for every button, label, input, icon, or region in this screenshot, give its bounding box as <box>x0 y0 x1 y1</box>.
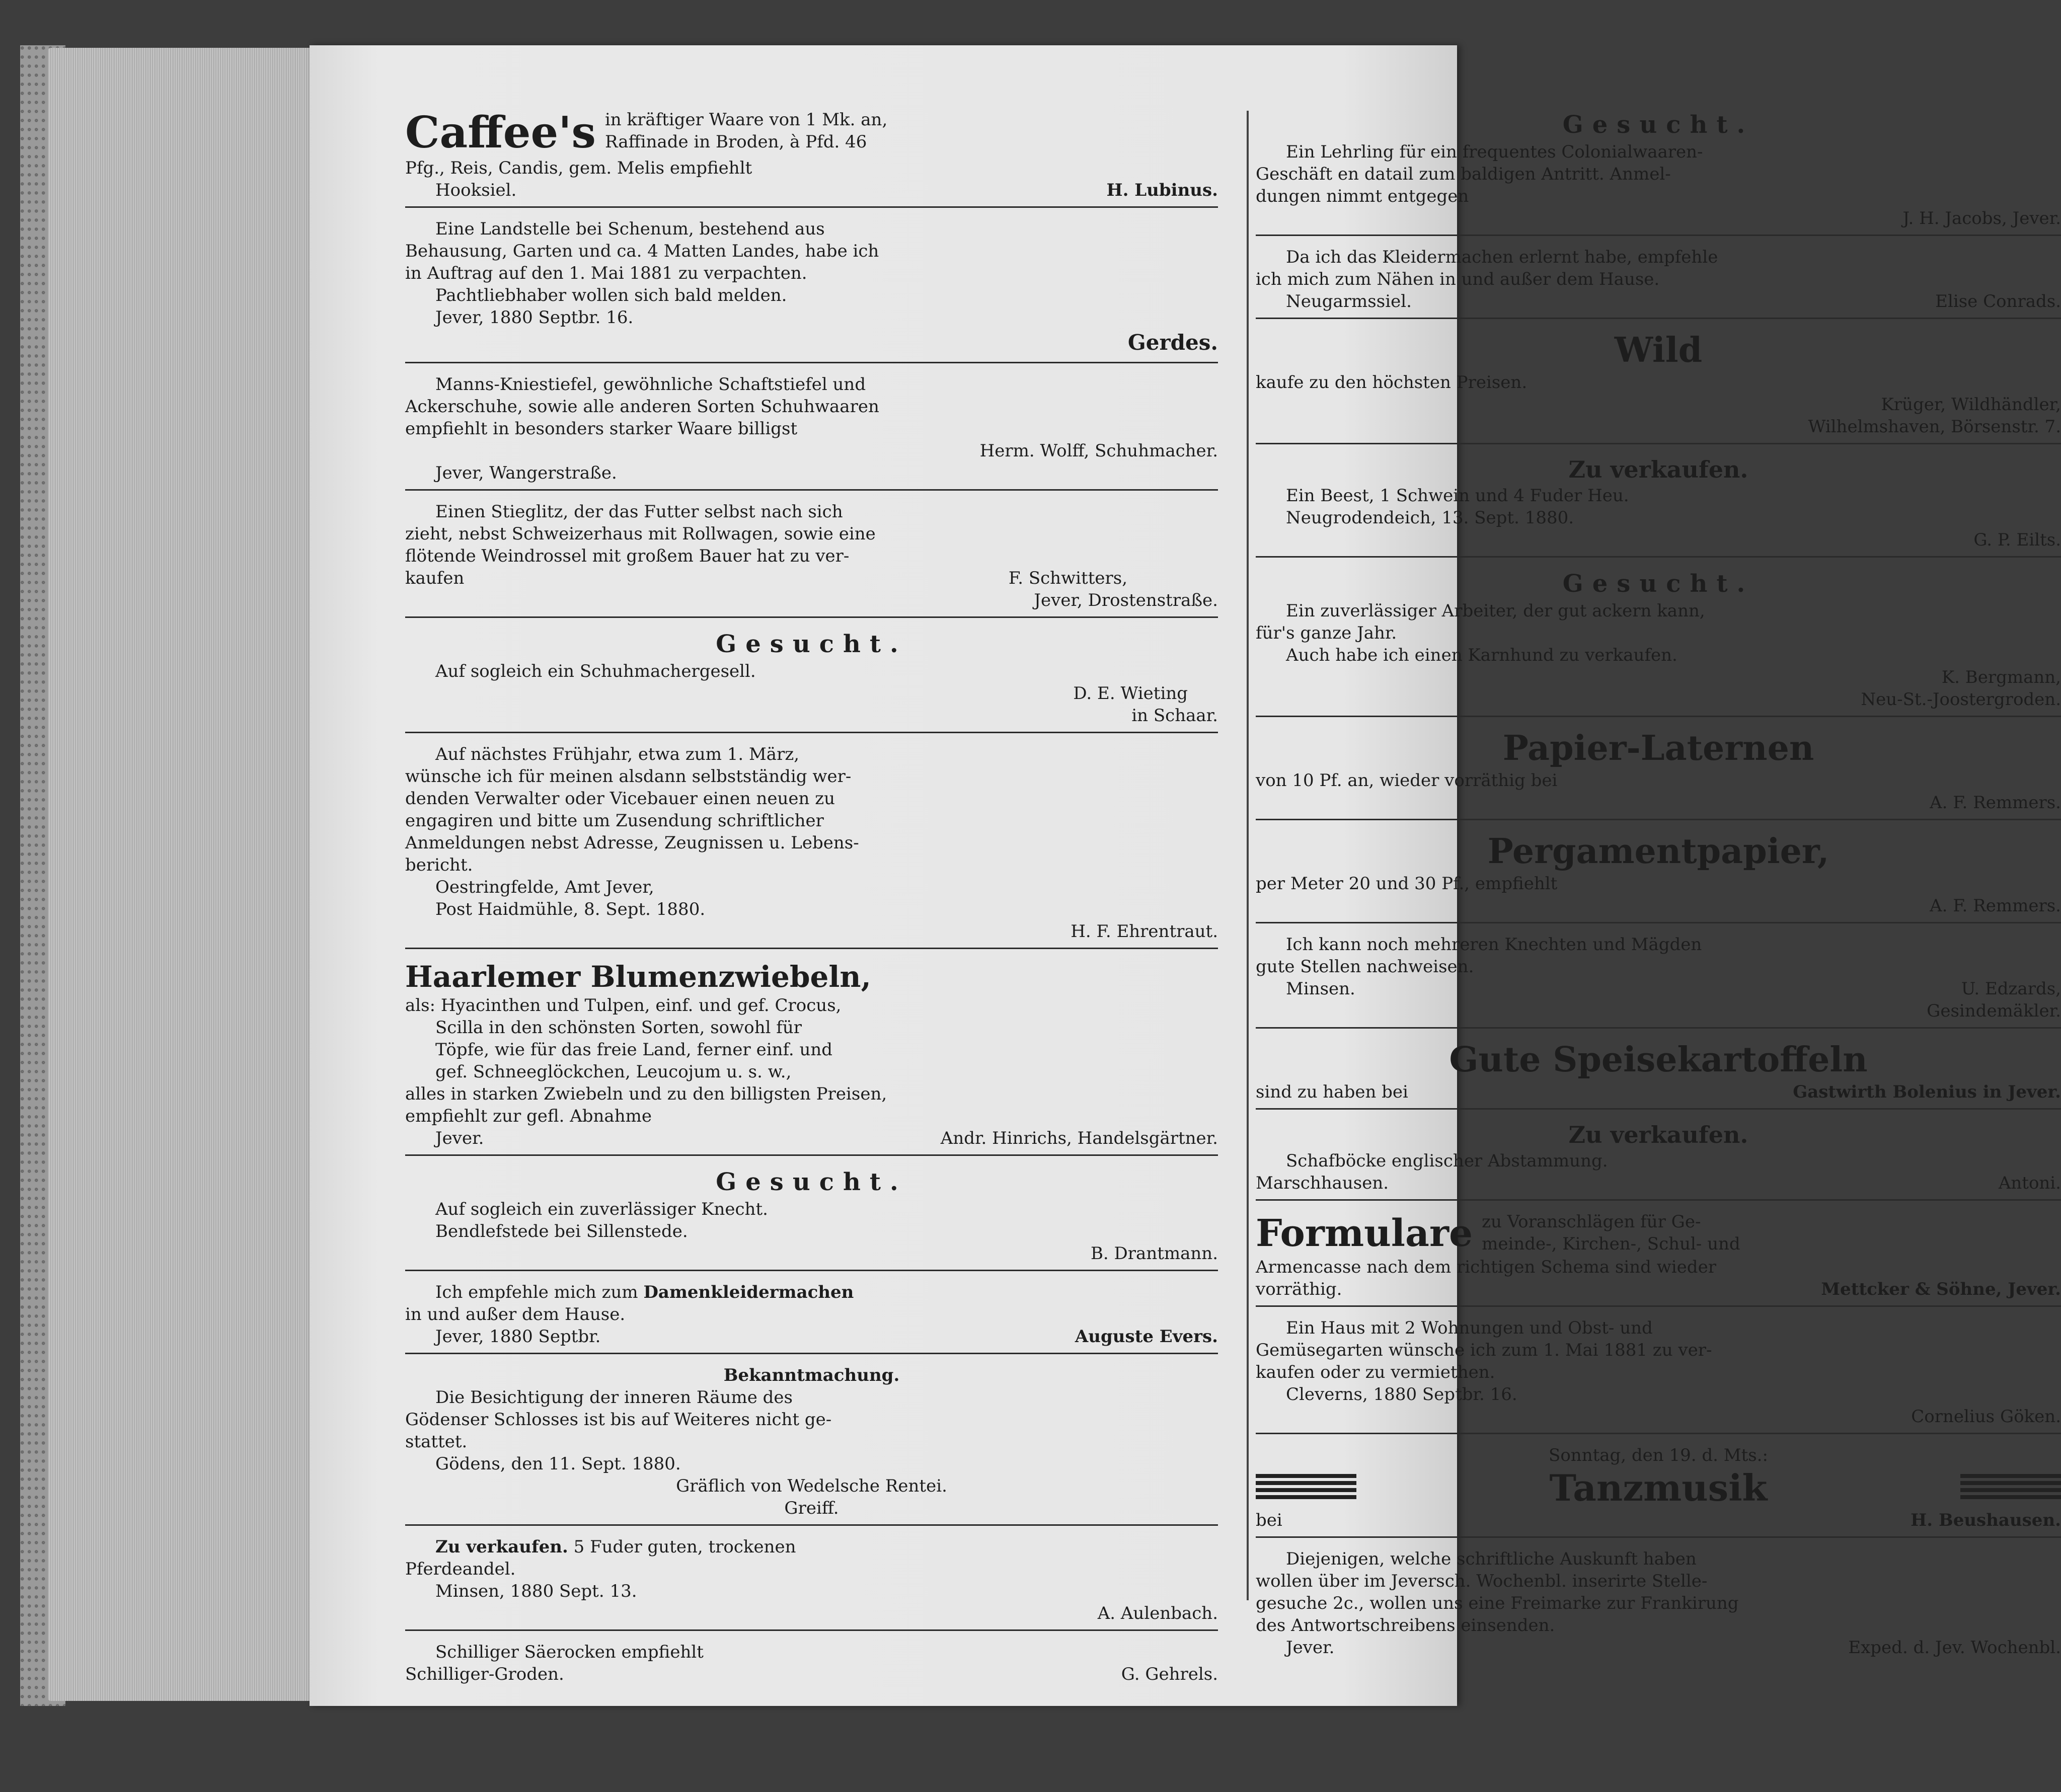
ad-text: kaufen oder zu vermiethen. <box>1256 1362 1495 1382</box>
ad-signature: Greiff. <box>784 1498 839 1518</box>
ad-date: Neugrodendeich, 13. Sept. 1880. <box>1286 508 1574 528</box>
ad-caffees <box>405 106 1218 208</box>
ad-text: Töpfe, wie für das freie Land, ferner einf. und <box>435 1040 833 1060</box>
ad-text: von 10 Pf. an, wieder vorräthig bei <box>1256 770 1558 791</box>
ad-text: als: Hyacinthen und Tulpen, einf. und gef. Crocus, <box>405 995 842 1016</box>
page-edges <box>48 48 310 1701</box>
ad-knechte <box>1256 930 2061 1029</box>
ad-heading: Zu verkaufen. <box>1568 1121 1748 1148</box>
ad-text: wollen über im Jeversch. Wochenbl. inserirte Stelle- <box>1256 1571 1708 1591</box>
ad-signature: U. Edzards, <box>1961 979 2061 999</box>
ad-signature: Gesindemäkler. <box>1927 1001 2061 1021</box>
ad-schuhe <box>405 370 1218 491</box>
ad-signature: Herm. Wolff, Schuhmacher. <box>979 441 1218 461</box>
ad-text: Da ich das Kleidermachen erlernt habe, empfehle <box>1286 247 1718 267</box>
ad-text: per Meter 20 und 30 Pf., empfiehlt <box>1256 874 1558 894</box>
ad-text: zu Voranschlägen für Ge- <box>1482 1212 1701 1232</box>
ad-text: Auf sogleich ein Schuhmachergesell. <box>435 661 756 681</box>
ad-signature: B. Drantmann. <box>1090 1243 1218 1264</box>
ad-text: engagiren und bitte um Zusendung schriftlicher <box>405 811 824 831</box>
ad-text: Ein Haus mit 2 Wohnungen und Obst- und <box>1286 1318 1653 1338</box>
ad-text: gef. Schneeglöckchen, Leucojum u. s. w., <box>435 1062 792 1082</box>
ad-haarlemer <box>405 956 1218 1156</box>
ad-text: Ich kann noch mehreren Knechten und Mägden <box>1286 934 1702 955</box>
ad-schilliger <box>405 1638 1218 1690</box>
ad-damenkleider <box>405 1278 1218 1354</box>
ad-place: Wilhelmshaven, Börsenstr. 7. <box>1808 417 2061 437</box>
ad-verwalter <box>405 740 1218 949</box>
ad-heading: Tanzmusik <box>1549 1466 1768 1509</box>
ad-haus <box>1256 1314 2061 1434</box>
ad-text: Ackerschuhe, sowie alle anderen Sorten Schuhwaaren <box>405 397 879 417</box>
ad-signature: H. F. Ehrentraut. <box>1071 921 1218 942</box>
ad-text: Ein Beest, 1 Schwein und 4 Fuder Heu. <box>1286 486 1629 506</box>
ad-text: Einen Stieglitz, der das Futter selbst nach sich <box>435 502 843 522</box>
ad-place: in Schaar. <box>1131 706 1218 726</box>
ad-text: Ein zuverlässiger Arbeiter, der gut ackern kann, <box>1286 601 1705 621</box>
ad-signature: Gerdes. <box>1127 330 1218 355</box>
ad-text: Bendlefstede bei Sillenstede. <box>435 1221 688 1241</box>
ad-text: kaufe zu den höchsten Preisen. <box>1256 372 1528 393</box>
ad-text: Die Besichtigung der inneren Räume des <box>435 1387 793 1408</box>
ad-kleidermachen <box>1256 243 2061 319</box>
ad-heading: Caffee's <box>405 107 596 158</box>
ad-text: Diejenigen, welche schriftliche Auskunft haben <box>1286 1549 1697 1569</box>
column-divider <box>1247 111 1249 1600</box>
ad-heading: Formulare <box>1256 1212 1473 1255</box>
ad-text: Scilla in den schönsten Sorten, sowohl für <box>435 1018 802 1038</box>
ad-heading: Gesucht. <box>1562 570 1754 598</box>
ad-schafboecke <box>1256 1117 2061 1201</box>
ad-text: empfiehlt zur gefl. Abnahme <box>405 1106 652 1126</box>
ad-text: Gödenser Schlosses ist bis auf Weiteres nicht ge- <box>405 1410 832 1430</box>
ad-text: Geschäft en datail zum baldigen Antritt. Anmel- <box>1256 164 1671 184</box>
ad-text: kaufen <box>405 568 465 588</box>
ad-text: in Auftrag auf den 1. Mai 1881 zu verpachten. <box>405 263 807 283</box>
ad-text: des Antwortschreibens einsenden. <box>1256 1615 1555 1635</box>
ad-auskunft <box>1256 1545 2061 1664</box>
ad-text: Raffinade in Broden, à Pfd. 46 <box>604 132 867 152</box>
ad-signature: G. P. Eilts. <box>1973 530 2061 550</box>
ad-heading: Pergamentpapier, <box>1487 831 1829 872</box>
ad-tanzmusik <box>1256 1441 2061 1538</box>
ad-place: Schilliger-Groden. <box>405 1664 564 1684</box>
ad-signature: A. F. Remmers. <box>1930 896 2061 916</box>
ad-text: Behausung, Garten und ca. 4 Matten Landes, habe ich <box>405 241 879 261</box>
newspaper-page <box>310 45 2061 1706</box>
ad-signature: A. F. Remmers. <box>1930 793 2061 813</box>
ad-text: denden Verwalter oder Vicebauer einen neuen zu <box>405 789 835 809</box>
ad-signature: K. Bergmann, <box>1941 667 2061 687</box>
ad-text: alles in starken Zwiebeln und zu den billigsten Preisen, <box>405 1084 887 1104</box>
ad-place: Minsen. <box>1286 979 1355 999</box>
ad-date: Gödens, den 11. Sept. 1880. <box>435 1454 681 1474</box>
ad-signature: G. Gehrels. <box>1121 1664 1218 1684</box>
ad-text: meinde-, Kirchen-, Schul- und <box>1482 1234 1740 1254</box>
ad-text: in kräftiger Waare von 1 Mk. an, <box>604 110 888 130</box>
ad-heading: Gute Speisekartoffeln <box>1449 1040 1868 1080</box>
ad-text: empfiehlt in besonders starker Waare billigst <box>405 419 798 439</box>
ad-place: Hooksiel. <box>435 180 517 200</box>
decorative-bars <box>1960 1474 2061 1502</box>
ad-landstelle <box>405 215 1218 363</box>
ad-text-bold: Damenkleidermachen <box>643 1282 854 1302</box>
ad-signature: Exped. d. Jev. Wochenbl. <box>1848 1638 2061 1658</box>
ad-wild <box>1256 326 2061 444</box>
ad-text: Armencasse nach dem richtigen Schema sind wieder <box>1256 1257 1716 1277</box>
ad-heading: Zu verkaufen. <box>435 1537 568 1557</box>
ad-date: Jever, 1880 Septbr. 16. <box>435 307 634 328</box>
ad-signature: Gräflich von Wedelsche Rentei. <box>676 1476 947 1496</box>
ad-signature: F. Schwitters, <box>1008 568 1127 588</box>
ad-text: Eine Landstelle bei Schenum, bestehend aus <box>435 219 825 239</box>
ad-formulare <box>1256 1208 2061 1307</box>
ad-text: dungen nimmt entgegen <box>1256 186 1469 206</box>
ad-gesucht-schuhmacher <box>405 625 1218 733</box>
ad-speisekartoffeln <box>1256 1036 2061 1110</box>
ad-gesucht-knecht <box>405 1163 1218 1271</box>
ad-bekanntmachung <box>405 1361 1218 1526</box>
ad-heading: Zu verkaufen. <box>1568 456 1748 483</box>
ad-signature: Antoni. <box>1998 1173 2061 1193</box>
ad-heading: Gesucht. <box>716 630 907 658</box>
ad-text: vorräthig. <box>1256 1279 1342 1299</box>
ad-text: gesuche 2c., wollen uns eine Freimarke zur Frankirung <box>1256 1593 1739 1613</box>
ad-date: Sonntag, den 19. d. Mts.: <box>1549 1445 1768 1465</box>
ad-signature: Krüger, Wildhändler, <box>1881 395 2061 415</box>
ad-signature: Cornelius Göken. <box>1911 1407 2061 1427</box>
ad-text: zieht, nebst Schweizerhaus mit Rollwagen, sowie eine <box>405 524 876 544</box>
ad-signature: A. Aulenbach. <box>1097 1603 1218 1623</box>
ad-text: stattet. <box>405 1432 468 1452</box>
ad-place: Marschhausen. <box>1256 1173 1389 1193</box>
ad-signature: H. Lubinus. <box>1106 180 1218 200</box>
ad-heading: Papier-Laternen <box>1502 728 1814 768</box>
ad-text: Schilliger Säerocken empfiehlt <box>435 1642 704 1662</box>
decorative-bars <box>1256 1474 1356 1502</box>
ad-signature: H. Beushausen. <box>1911 1510 2061 1530</box>
ad-text: wünsche ich für meinen alsdann selbstständig wer- <box>405 766 852 787</box>
ad-text: Pferdeandel. <box>405 1559 516 1579</box>
ad-place: Jever. <box>1286 1638 1335 1658</box>
ad-text: Ich empfehle mich zum <box>435 1282 638 1302</box>
ad-heading: Gesucht. <box>716 1168 907 1196</box>
ad-place: Oestringfelde, Amt Jever, <box>435 877 654 897</box>
ad-date: Post Haidmühle, 8. Sept. 1880. <box>435 899 706 919</box>
ad-text: flötende Weindrossel mit großem Bauer hat zu ver- <box>405 546 850 566</box>
ad-stieglitz <box>405 498 1218 618</box>
ad-text: in und außer dem Hause. <box>405 1304 626 1324</box>
ad-signature: Elise Conrads. <box>1935 291 2061 311</box>
ad-text: Gemüsegarten wünsche ich zum 1. Mai 1881 zu ver- <box>1256 1340 1712 1360</box>
ad-text: sind zu haben bei <box>1256 1082 1408 1102</box>
ad-place: Neugarmssiel. <box>1286 291 1412 311</box>
ad-heading: Gesucht. <box>1562 111 1754 139</box>
ad-papier-laternen <box>1256 724 2061 820</box>
ad-signature: D. E. Wieting <box>1073 683 1188 704</box>
ad-place: Jever. <box>435 1128 484 1148</box>
ad-text: Auf sogleich ein zuverlässiger Knecht. <box>435 1199 768 1219</box>
ad-text: bericht. <box>405 855 473 875</box>
ad-text: 5 Fuder guten, trockenen <box>573 1537 796 1557</box>
ad-heading: Haarlemer Blumenzwiebeln, <box>405 960 871 994</box>
ad-text: Pfg., Reis, Candis, gem. Melis empfiehlt <box>405 158 752 178</box>
ad-date: Cleverns, 1880 Septbr. 16. <box>1286 1384 1517 1405</box>
ad-date: Minsen, 1880 Sept. 13. <box>435 1581 637 1601</box>
ad-text: Manns-Kniestiefel, gewöhnliche Schaftstiefel und <box>435 374 866 395</box>
ad-lehrling <box>1256 106 2061 236</box>
ad-heading: Bekanntmachung. <box>723 1365 900 1385</box>
ad-heading: Wild <box>1614 330 1703 370</box>
ad-text: Auf nächstes Frühjahr, etwa zum 1. März, <box>435 744 800 764</box>
ad-text: Schafböcke englischer Abstammung. <box>1286 1151 1608 1171</box>
ad-text: gute Stellen nachweisen. <box>1256 957 1474 977</box>
ad-arbeiter <box>1256 565 2061 717</box>
ad-text: bei <box>1256 1510 1282 1530</box>
ad-pergamentpapier <box>1256 827 2061 923</box>
ad-text: Anmeldungen nebst Adresse, Zeugnissen u. Lebens- <box>405 833 859 853</box>
ad-place: Neu-St.-Joostergroden. <box>1861 689 2061 710</box>
ad-pferdeandel <box>405 1533 1218 1631</box>
ad-signature: J. H. Jacobs, Jever. <box>1902 208 2061 228</box>
ad-signature: Auguste Evers. <box>1075 1327 1218 1347</box>
ad-text: Pachtliebhaber wollen sich bald melden. <box>435 285 787 305</box>
ad-text: Ein Lehrling für ein frequentes Colonialwaaren- <box>1286 142 1703 162</box>
ad-text: ich mich zum Nähen in und außer dem Hause. <box>1256 269 1660 289</box>
ad-beest <box>1256 451 2061 558</box>
ad-place: Jever, Wangerstraße. <box>435 463 617 483</box>
ad-signature: Andr. Hinrichs, Handelsgärtner. <box>940 1128 1218 1148</box>
ad-place: Jever, Drostenstraße. <box>1034 590 1218 610</box>
ad-signature: Mettcker & Söhne, Jever. <box>1821 1279 2061 1299</box>
ad-text: für's ganze Jahr. <box>1256 623 1397 643</box>
ad-text: Auch habe ich einen Karnhund zu verkaufen. <box>1286 645 1677 665</box>
ad-date: Jever, 1880 Septbr. <box>435 1327 601 1347</box>
ad-signature: Gastwirth Bolenius in Jever. <box>1793 1082 2061 1102</box>
left-column <box>405 106 1218 1697</box>
right-column <box>1256 106 2061 1671</box>
